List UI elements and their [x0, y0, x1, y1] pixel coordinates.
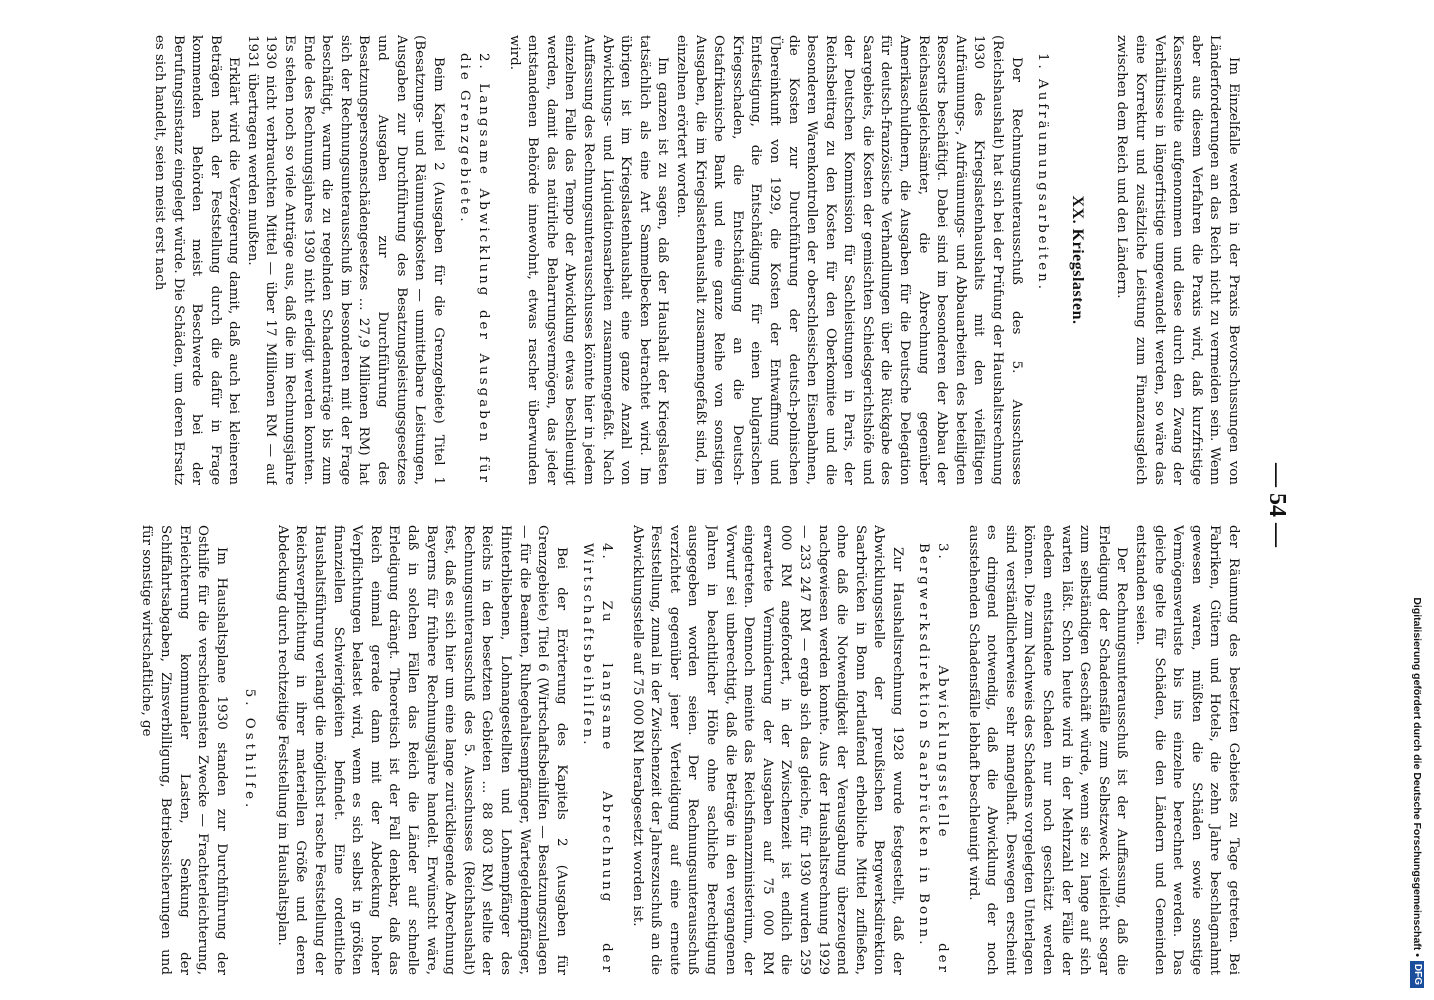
subsection-heading: 4. Zu langsame Abrechnung der Wirtschaftsbeihilfen. [580, 543, 614, 975]
paragraph: Beim Kapitel 2 (Ausgaben für die Grenzgebiete) Titel 1 (Besatzungs- und Räumungskosten — unmittelbare Leistungen, Ausgaben zur Durchführung des Besatzungsleistungsgesetzes und Ausgaben zur Durchführung des Besatzungspersonenschädengesetzes ... 27,9 Millionen RM) hat sich der Rechnungsunterausschuß im besonderen mit der Frage beschäftigt, warum die zu regelnden Schadenanträge bis zum Ende des Rechnungsjahres 1930 nicht erledigt werden konnten. Es stehen noch so viele Anträge aus, daß die im Rechnungsjahre 1930 nicht verbrauchten Mittel — über 17 Millionen RM — auf 1931 übertragen werden mußten. [244, 35, 446, 485]
credit-label: Digitalisierung gefördert durch die Deutsche Forschungsgemeinschaft • [1411, 597, 1423, 957]
paragraph: Bei der Erörterung des Kapitels 2 (Ausgaben für Grenzgebiete) Titel 6 (Wirtschaftsbeihilfen — Besatzungszulagen — für die Beamten, Ruhegehaltsempfänger, Wartegeldempfänger, Hinterbliebenen, Lohnangestellten und Lohnempfänger des Reichs in den besetzten Gebieten ... 88 803 RM) stellte der Rechnungsunterausschuß des 5. Ausschusses (Reichshaushalt) fest, daß es sich hier um eine lange zurückliegende Abrechnung Bayerns für frühere Rechnungsjahre handelt. Erwünscht wäre, daß in solchen Fällen das Reich die Länder auf schnelle Erledigung drängt. Theoretisch ist der Fall denkbar, daß das Reich einmal gerade dann mit der Abdeckung hoher Verpflichtungen belastet wird, wenn es sich selbst in größten finanziellen Schwierigkeiten befindet. Eine ordentliche Haushaltsführung verlangt die möglichst rasche Feststellung der Reichsverpflichtung in ihrer materiellen Größe und deren Abdeckung durch rechtzeitige Feststellung im Haushaltsplan. [274, 525, 569, 975]
subsection-heading: 3. Abwicklungsstelle der Bergwerksdirektion Saarbrücken in Bonn. [916, 543, 951, 975]
rotated-page-content [120, 35, 1300, 975]
right-column [127, 525, 1242, 975]
paragraph: Im Einzelfalle werden in der Praxis Bevorschussungen von Länderforderungen an das Reich nicht zu vermeiden sein. Wenn aber aus diesem Verfahren die Praxis wird, daß kurzfristige Kassenkredite aufgenommen und diese durch den Zwang der Verhältnisse in längerfristige umgewandelt werden, so wäre das eine Korrektur und zusätzliche Leistung zum Finanzausgleich zwischen dem Reich und den Ländern. [1114, 35, 1241, 485]
paragraph: Im Haushaltsplane 1930 standen zur Durchführung der Osthilfe für die verschiedensten Zwecke — Frachterleichterung, Erleichterung kommunaler Lasten, Senkung der Schiffahrtsabgaben, Zinsverbilligung, Betriebssicherungen und für sonstige wirtschaftliche, ge [139, 525, 229, 975]
paragraph: Der Rechnungsunterausschuß ist der Auffassung, daß die Erledigung der Schadensfälle zum Selbstzweck vielleicht sogar zum selbständigen Geschäft würde, wenn sie zu lange auf sich warten läßt. Schon heute wird in der Mehrzahl der Fälle der ehedem entstandene Schaden nur noch geschätzt werden können. Die zum Nachweis des Schadens vorgelegten Unterlagen sind verständlicherweise sehr mangelhaft. Deswegen erscheint es dringend notwendig, daß die Abwicklung der noch ausstehenden Schadensfälle lebhaft beschleunigt wird. [965, 525, 1130, 975]
paragraph: Der Rechnungsunterausschuß des 5. Ausschusses (Reichshaushalt) hat sich bei der Prüfung der Haushaltsrechnung 1930 des Kriegslastenhaushalts mit den vielfältigen Aufräumungs-, Aufräumungs- und Abbauarbeiten des beteiligten Ressorts beschäftigt. Dabei sind im besonderen der Abbau der Reichsausgleichsämter, die Abrechnung gegenüber Amerikaschuldnern, die Ausgaben für die Deutsche Delegation für deutsch-französische Verhandlungen über die Rückgabe des Saargebiets, die Kosten der gemischten Schiedsgerichtshöfe und der Deutschen Kommission für Sachleistungen in Paris, der Reichsbeitrag zu den Kosten für den Oberkomitee und die besonderen Warenkontrollen der oberschlesischen Eisenbahnen, die Kosten zur Durchführung der deutsch-polnischen Übereinkunft von 1929, die Kosten der Entwaffnung und Entfestigung, die Entschädigung für einen bulgarischen Kriegsschaden, die Entschädigung an die Deutsch-Ostafrikanische Bank und eine ganze Reihe von sonstigen Ausgaben, die im Kriegslastenhaushalt zusammengefaßt sind, im einzelnen erörtert worden. [673, 35, 1024, 485]
section-title: XX. Kriegslasten. [1068, 195, 1086, 325]
subsection-heading: 5. Osthilfe. [242, 688, 258, 812]
paragraph: Zur Haushaltsrechnung 1928 wurde festgestellt, daß der Abwicklungsstelle der preußischen Bergwerksdirektion Saarbrücken in Bonn fortlaufend erhebliche Mittel zufließen, ohne daß die Notwendigkeit der Verausgabung überzeugend nachgewiesen werden konnte. Aus der Haushaltsrechnung 1929 — 233 247 RM — ergab sich das gleiche, für 1930 wurden 259 000 RM angefordert, in der Zwischenzeit ist endlich die erwartete Verminderung der Ausgaben auf 75 000 RM eingetreten. Dennoch meinte das Reichsfinanzministerium, der Vorwurf sei unberechtigt, daß die Beträge in den vergangenen Jahren in beachtlicher Höhe ohne sachliche Berechtigung ausgegeben worden seien. Der Rechnungsunterausschuß verzichtet gegenüber jener Verteidigung auf eine erneute Feststellung, zumal in der Zwischenzeit der Jahreszuschuß an die Abwicklungsstelle auf 75 000 RM herabgesetzt worden ist. [629, 525, 905, 975]
left-column [127, 35, 1242, 485]
subsection-heading: 1. Aufräumungsarbeiten. [1035, 53, 1051, 293]
page-number-header: — 54 — [1264, 463, 1290, 547]
digitization-credit-text [1406, 12, 1428, 988]
digitization-credit [1406, 12, 1428, 988]
subsection-heading: 2. Langsame Abwicklung der Ausgaben für die Grenzgebiete. [457, 53, 492, 485]
paragraph: Im ganzen ist zu sagen, daß der Haushalt der Kriegslasten tatsächlich als eine Art Sammelbecken betrachtet wird. Im übrigen ist im Kriegslastenhaushalt eine ganze Anzahl von Abwicklungs- und Liquidationsarbeiten zusammengefaßt. Nach Auffassung des Rechnungsunterausschusses könnte hier in jedem einzelnen Falle das Tempo der Abwicklung etwas beschleunigt werden, damit das natürliche Beharrungsvermögen, das jeder entstandenen Behörde innewohnt, etwas rascher überwunden wird. [506, 35, 671, 485]
paragraph: der Räumung des besetzten Gebietes zu Tage getreten. Bei Fabriken, Gütern und Hotels, die zehn Jahre beschlagnahmt gewesen waren, müßten die Schäden sowie sonstige Vermögensverluste bis ins einzelne berechnet werden. Das gleiche gelte für Schäden, die den Ländern und Gemeinden entstanden seien. [1133, 525, 1241, 975]
dfg-logo: DFG [1410, 961, 1424, 988]
paragraph: Erklärt wird die Verzögerung damit, daß auch bei kleineren Beträgen nach der Feststellung durch die dafür in Frage kommenden Behörden meist Beschwerde bei der Berufungsinstanz eingelegt würde. Die Schäden, um deren Ersatz es sich handelt, seien meist erst nach [151, 35, 242, 485]
